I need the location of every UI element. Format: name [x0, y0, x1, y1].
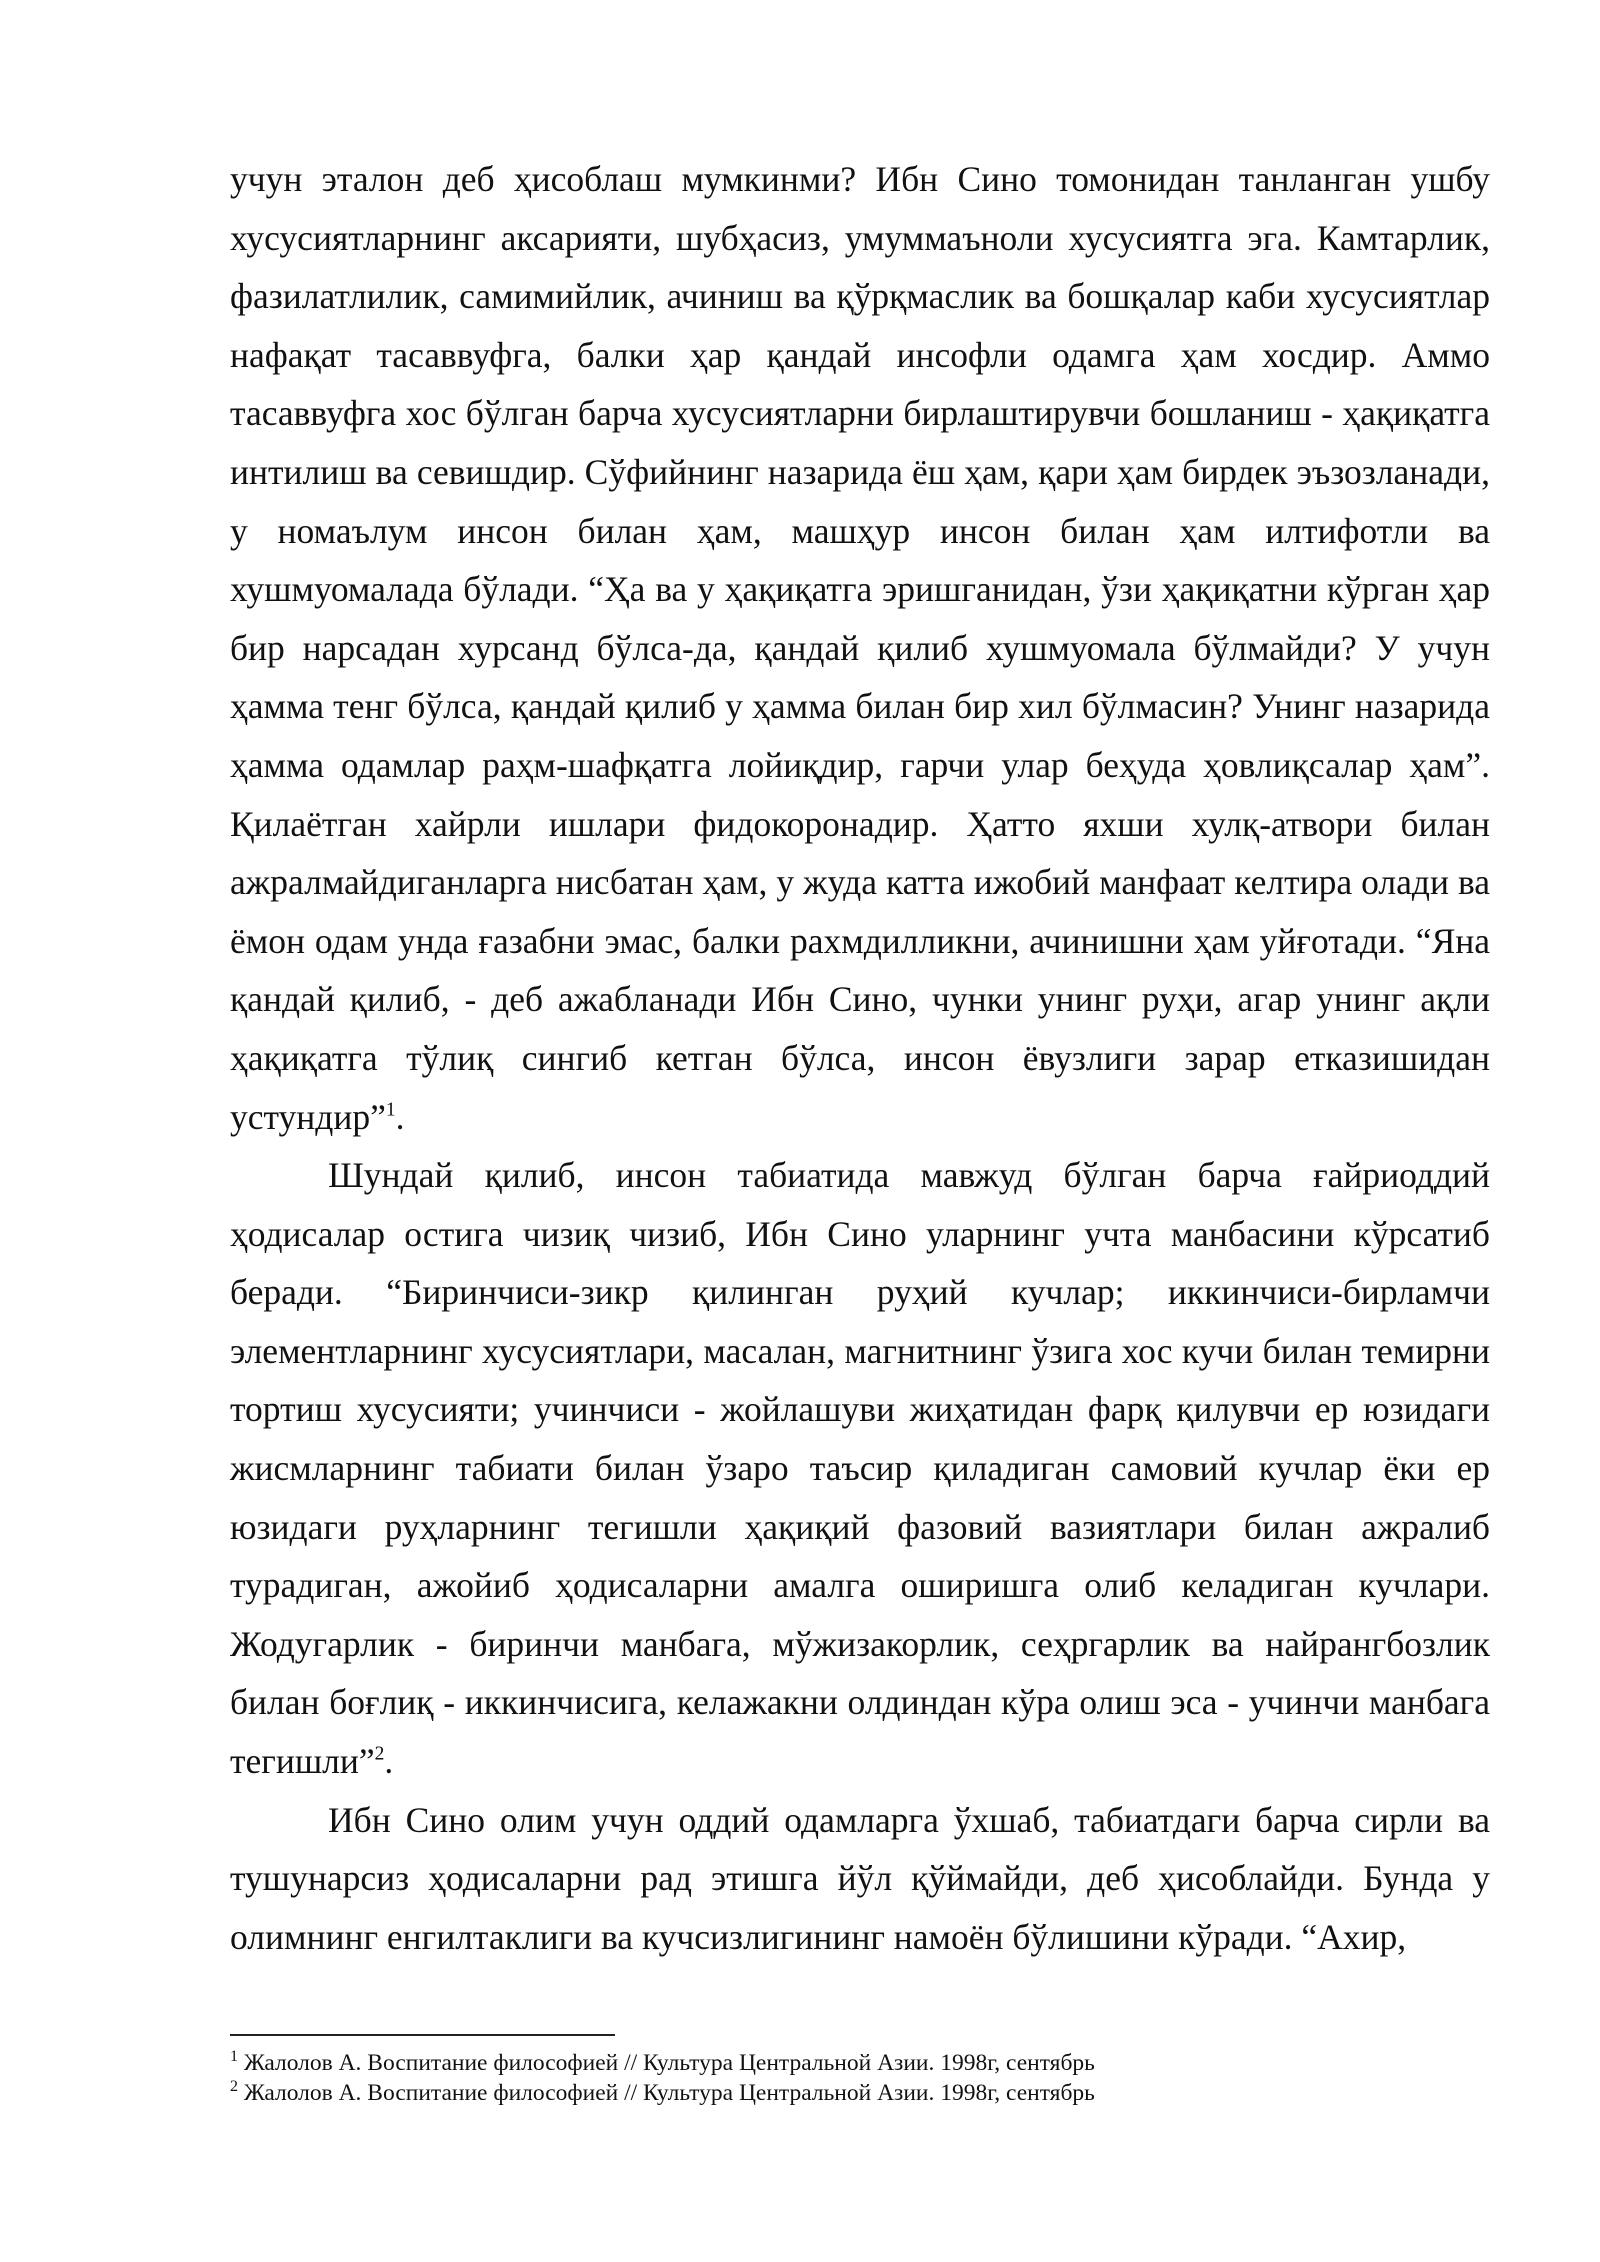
body-paragraph-3 — [230, 1791, 1490, 1967]
footnotes — [230, 2048, 1490, 2108]
paragraph-tail: . — [395, 1096, 405, 1137]
footnote-reference-2: 2 — [374, 1743, 385, 1765]
footnote-1 — [230, 2048, 1490, 2078]
paragraph-text: учун эталон деб ҳисоблаш мумкинми? Ибн Сино томонидан танланган ушбу хусусиятларнинг аксарияти, шубҳасиз, умуммаъноли хусусиятга эга. Камтарлик, фазилатлилик, самимийлик, ачиниш ва қўрқмаслик ва бошқалар каби хусусиятлар нафақат тасаввуфга, балки ҳар қандай инсофли одамга ҳам хосдир. Аммо тасаввуфга хос бўлган барча хусусиятларни бирлаштирувчи бошланиш - ҳақиқатга интилиш ва севишдир. Сўфийнинг назарида ёш ҳам, қари ҳам бирдек эъзозланади, у номаълум инсон билан ҳам, машҳур инсон билан ҳам илтифотли ва хушмуомалада бўлади. “Ҳа ва у ҳақиқатга эришганидан, ўзи ҳақиқатни кўрган ҳар бир нарсадан хурсанд бўлса-да, қандай қилиб хушмуомала бўлмайди? У учун ҳамма тенг бўлса, қандай қилиб у ҳамма билан бир хил бўлмасин? Унинг назарида ҳамма одамлар раҳм-шафқатга лойиқдир, гарчи улар беҳуда ҳовлиқсалар ҳам”. Қилаётган хайрли ишлари фидокоронадир. Ҳатто яхши хулқ-атвори билан ажралмайдиганларга нисбатан ҳам, у жуда катта ижобий манфаат келтира олади ва ёмон одам унда ғазабни эмас, балки рахмдилликни, ачинишни ҳам уйғотади. “Яна қандай қилиб, - деб ажабланади Ибн Сино, чунки унинг руҳи, агар унинг ақли ҳақиқатга тўлиқ сингиб кетган бўлса, инсон ёвузлиги зарар етказишидан устундир” — [230, 159, 1490, 1137]
footnote-reference-1: 1 — [385, 1098, 396, 1120]
paragraph-text: Ибн Сино олим учун оддий одамларга ўхшаб, табиатдаги барча сирли ва тушунарсиз ҳодисаларни рад этишга йўл қўймайди, деб ҳисоблайди. Бунда у олимнинг енгилтаклиги ва кучсизлигининг намоён бўлишини кўради. “Ахир, — [230, 1799, 1490, 1957]
footnote-text: Жалолов А. Воспитание философией // Культура Центральной Азии. 1998г, сентябрь — [243, 2080, 1095, 2106]
footnote-number: 1 — [230, 2048, 238, 2066]
footnote-separator — [230, 2034, 615, 2036]
paragraph-tail: . — [384, 1741, 394, 1782]
paragraph-text: Шундай қилиб, инсон табиатида мавжуд бўлган барча ғайриоддий ҳодисалар остига чизиқ чизиб, Ибн Сино уларнинг учта манбасини кўрсатиб беради. “Биринчиси-зикр қилинган руҳий кучлар; иккинчиси-бирламчи элементларнинг хусусиятлари, масалан, магнитнинг ўзига хос кучи билан темирни тортиш хусусияти; учинчиси - жойлашуви жиҳатидан фарқ қилувчи ер юзидаги жисмларнинг табиати билан ўзаро таъсир қиладиган самовий кучлар ёки ер юзидаги руҳларнинг тегишли ҳақиқий фазовий вазиятлари билан ажралиб турадиган, ажойиб ҳодисаларни амалга оширишга олиб келадиган кучлари. Жодугарлик - биринчи манбага, мўжизакорлик, сеҳргарлик ва найрангбозлик билан боғлиқ - иккинчисига, келажакни олдиндан кўра олиш эса - учинчи манбага тегишли” — [230, 1155, 1490, 1782]
footnote-text: Жалолов А. Воспитание философией // Культура Центральной Азии. 1998г, сентябрь — [243, 2050, 1095, 2076]
footnote-2 — [230, 2078, 1490, 2108]
footnote-number: 2 — [230, 2078, 238, 2096]
body-paragraph-2 — [230, 1146, 1490, 1791]
document-page — [230, 150, 1490, 1966]
body-paragraph-1 — [230, 150, 1490, 1146]
